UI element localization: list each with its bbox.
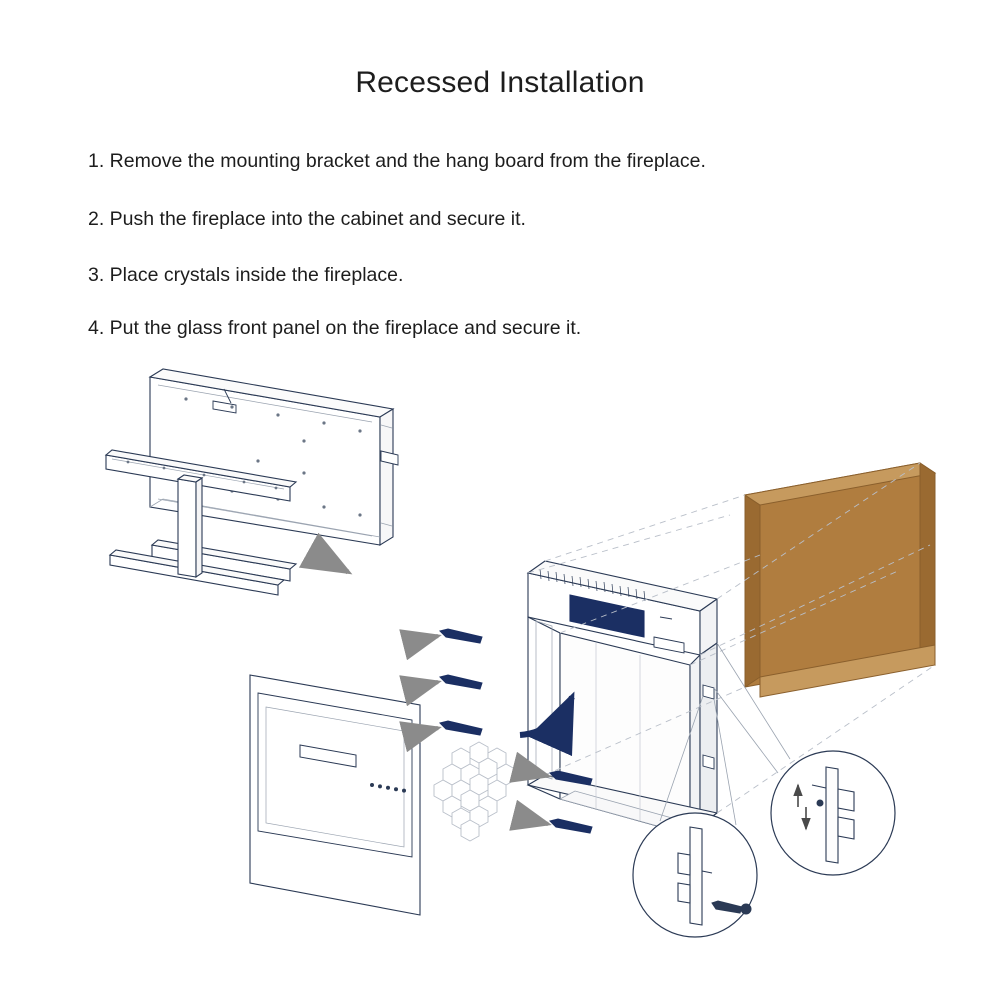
instruction-step-1: 1. Remove the mounting bracket and the hang board from the fireplace. xyxy=(88,150,706,172)
instruction-step-2: 2. Push the fireplace into the cabinet and secure it. xyxy=(88,208,526,230)
crystals xyxy=(434,742,515,841)
page-title: Recessed Installation xyxy=(355,66,645,99)
removal-arrow xyxy=(312,552,348,572)
hang-board xyxy=(178,475,202,577)
fireplace-insert-body xyxy=(528,561,717,835)
mounting-bracket-lower xyxy=(110,540,296,595)
exploded-assembly-diagram xyxy=(0,355,1000,1000)
cabinet-recess xyxy=(745,463,935,697)
glass-front-panel xyxy=(250,675,420,915)
instruction-step-4: 4. Put the glass front panel on the fireplace and secure it. xyxy=(88,317,582,339)
instruction-step-3: 3. Place crystals inside the fireplace. xyxy=(88,264,404,286)
